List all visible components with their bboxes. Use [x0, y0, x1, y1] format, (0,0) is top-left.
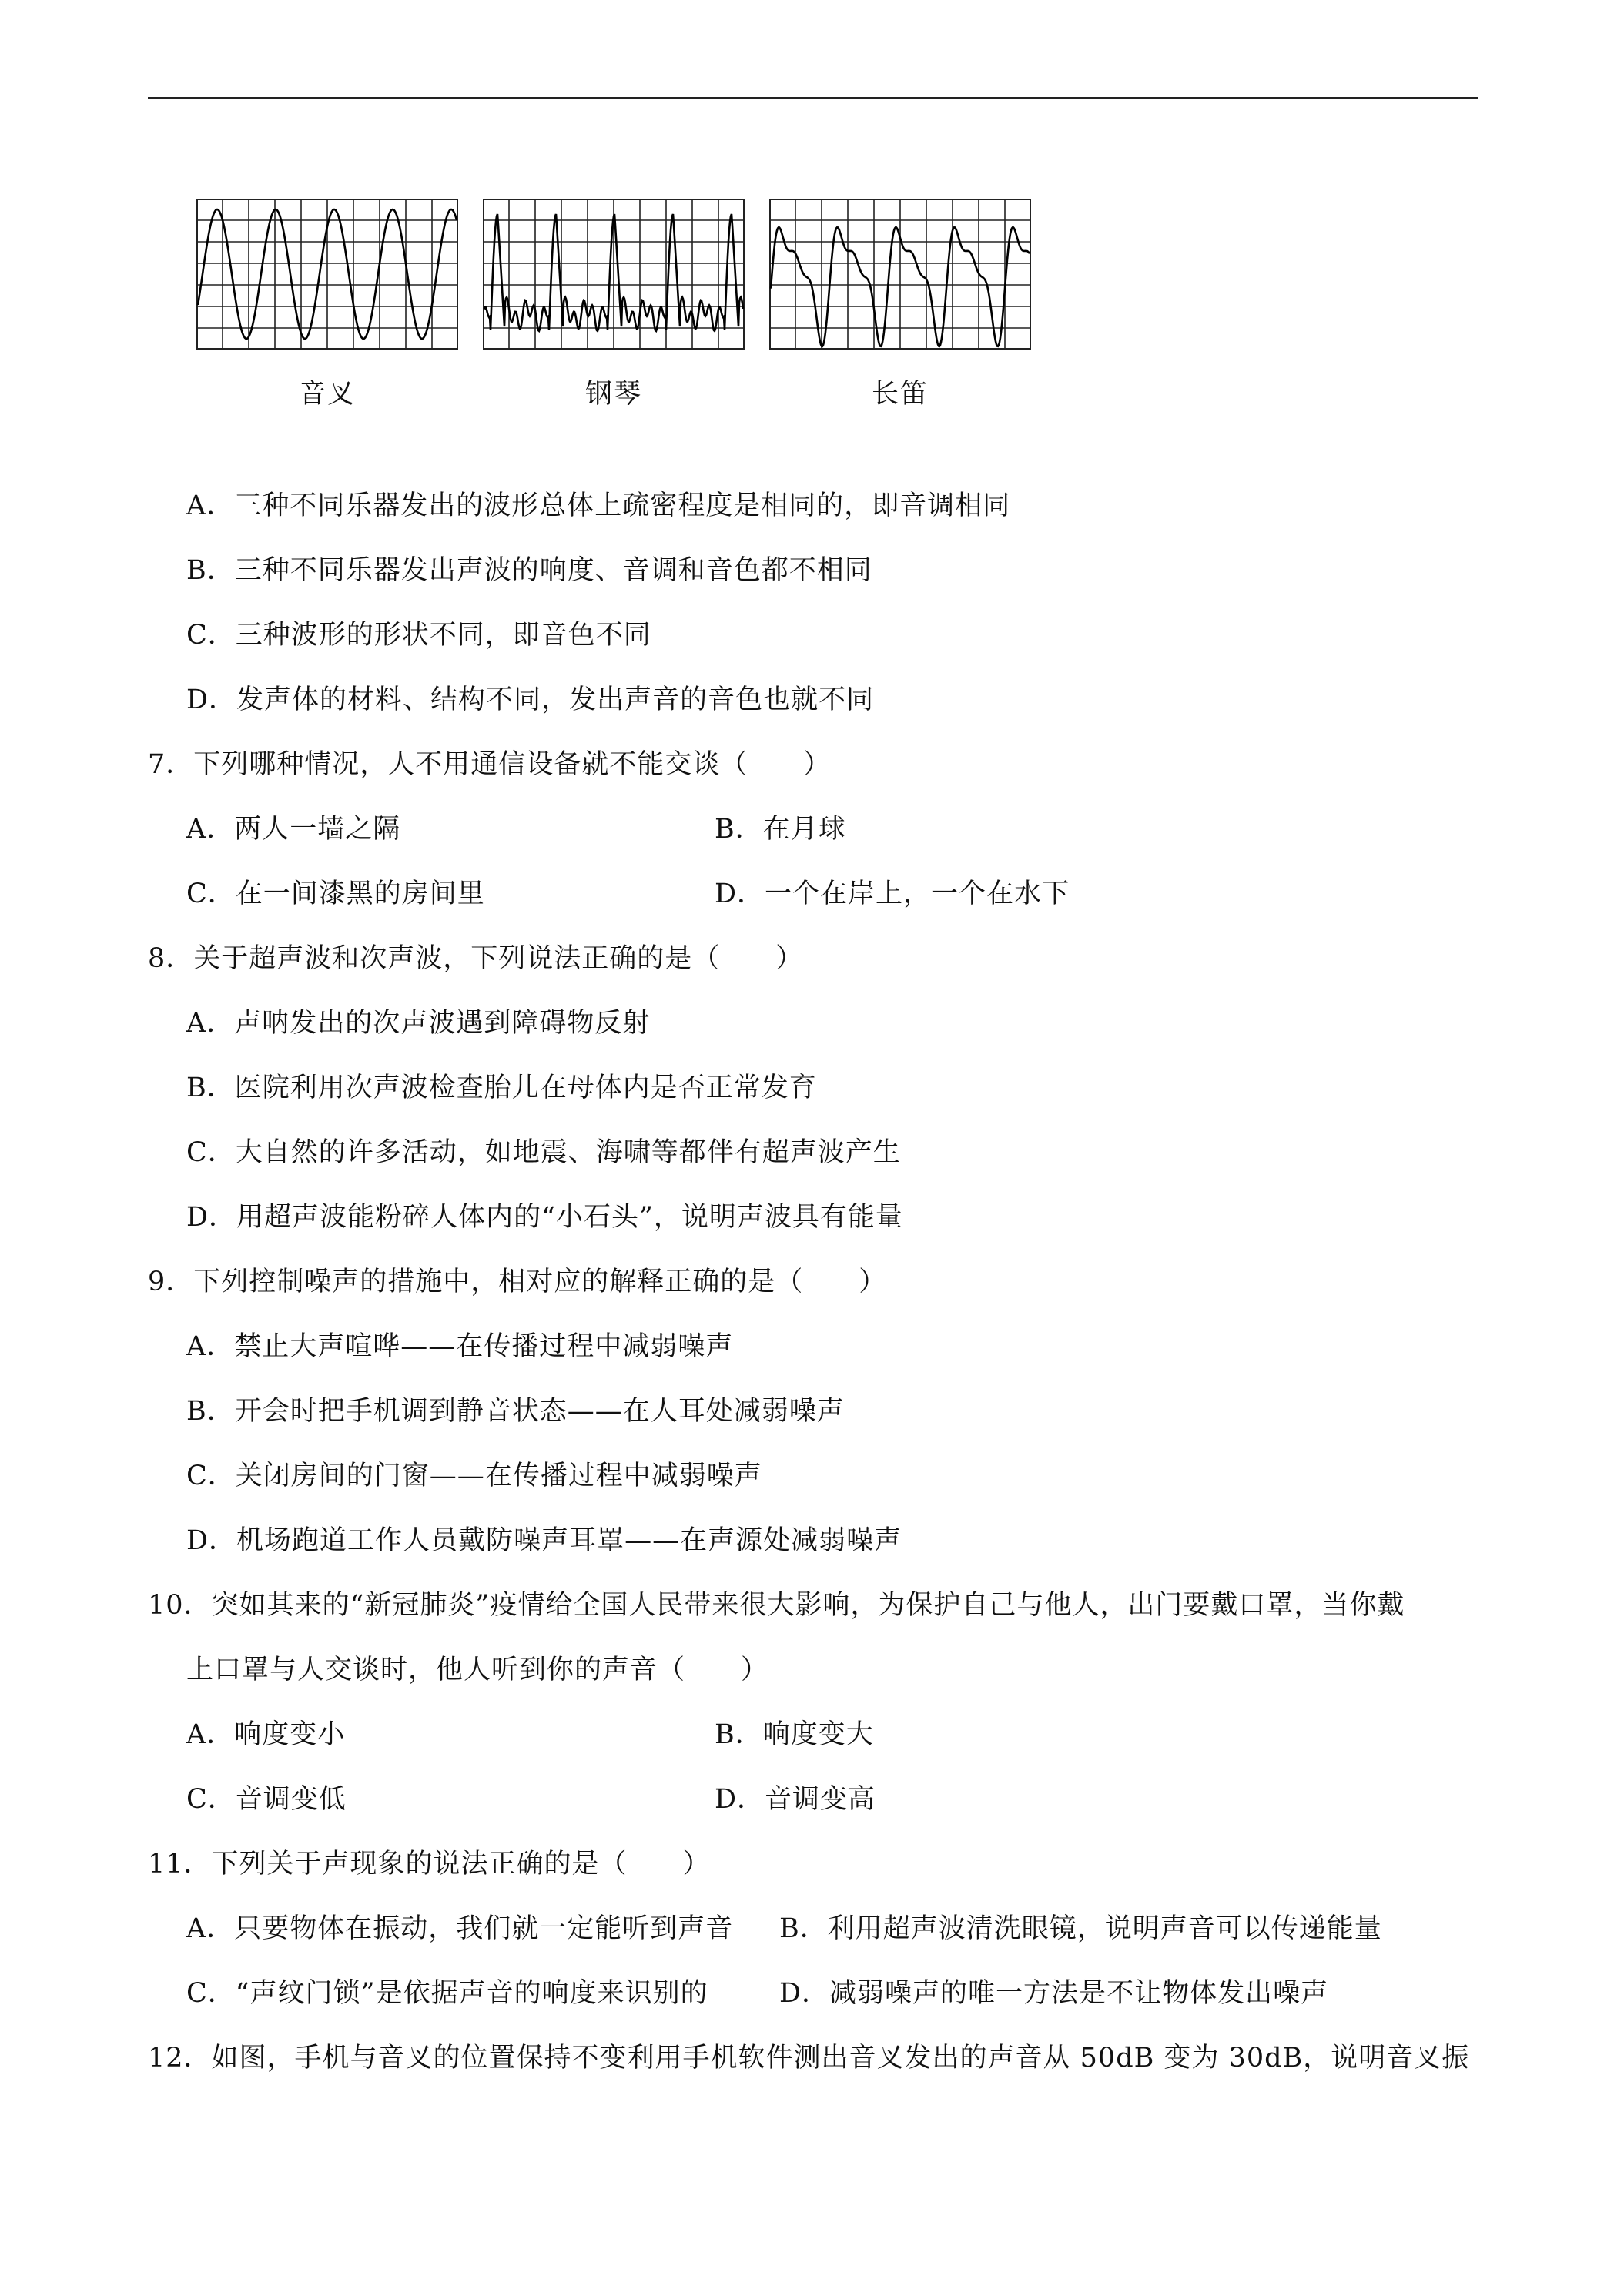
q7-option-c: C．在一间漆黑的房间里 — [186, 879, 485, 909]
q10-option-a: A．响度变小 — [186, 1719, 346, 1750]
waveform-flute — [769, 199, 1031, 350]
q7-option-b: B．在月球 — [715, 814, 846, 845]
q11-stem: 11．下列关于声现象的说法正确的是（ ） — [148, 1849, 711, 1879]
q11-option-a: A．只要物体在振动，我们就一定能听到声音 — [186, 1913, 734, 1944]
caption-tuning-fork: 音叉 — [298, 379, 356, 410]
waveform-tuning-fork — [196, 199, 458, 350]
q10-option-b: B．响度变大 — [715, 1719, 874, 1750]
q8-option-a: A．声呐发出的次声波遇到障碍物反射 — [186, 1008, 651, 1039]
q12-stem: 12．如图，手机与音叉的位置保持不变利用手机软件测出音叉发出的声音从 50dB 变为 30dB，说明音叉振 — [148, 2043, 1470, 2073]
q7-option-a: A．两人一墙之隔 — [186, 814, 401, 845]
q6-option-d: D．发声体的材料、结构不同，发出声音的音色也就不同 — [186, 684, 875, 715]
q11-option-c: C．“声纹门锁”是依据声音的响度来识别的 — [186, 1978, 708, 2009]
waveform-flute-graph — [769, 199, 1031, 350]
q7-stem: 7．下列哪种情况，人不用通信设备就不能交谈（ ） — [148, 749, 832, 780]
q9-option-c: C．关闭房间的门窗——在传播过程中减弱噪声 — [186, 1461, 762, 1491]
q10-option-d: D．音调变高 — [715, 1784, 876, 1815]
waveform-piano — [483, 199, 745, 350]
q8-option-b: B．医院利用次声波检查胎儿在母体内是否正常发育 — [186, 1073, 817, 1103]
header-rule — [148, 97, 1478, 99]
q6-option-b: B．三种不同乐器发出声波的响度、音调和音色都不相同 — [186, 555, 872, 586]
q9-option-d: D．机场跑道工作人员戴防噪声耳罩——在声源处减弱噪声 — [186, 1525, 902, 1556]
q8-stem: 8．关于超声波和次声波，下列说法正确的是（ ） — [148, 943, 804, 974]
q9-stem: 9．下列控制噪声的措施中，相对应的解释正确的是（ ） — [148, 1267, 887, 1297]
q10-stem-line1: 10．突如其来的“新冠肺炎”疫情给全国人民带来很大影响，为保护自己与他人，出门要戴口罩，当你戴 — [148, 1590, 1405, 1621]
q10-option-c: C．音调变低 — [186, 1784, 347, 1815]
caption-piano: 钢琴 — [584, 379, 642, 410]
q11-option-b: B．利用超声波清洗眼镜，说明声音可以传递能量 — [779, 1913, 1382, 1944]
waveform-piano-graph — [483, 199, 745, 350]
q6-option-a: A．三种不同乐器发出的波形总体上疏密程度是相同的，即音调相同 — [186, 490, 1011, 521]
q9-option-a: A．禁止大声喧哗——在传播过程中减弱噪声 — [186, 1331, 734, 1362]
q9-option-b: B．开会时把手机调到静音状态——在人耳处减弱噪声 — [186, 1396, 845, 1427]
waveform-figure — [196, 199, 1028, 414]
q6-option-c: C．三种波形的形状不同，即音色不同 — [186, 620, 651, 651]
q11-option-d: D．减弱噪声的唯一方法是不让物体发出噪声 — [779, 1978, 1329, 2009]
q8-option-d: D．用超声波能粉碎人体内的“小石头”，说明声波具有能量 — [186, 1202, 903, 1233]
waveform-tuning-fork-graph — [196, 199, 458, 350]
q7-option-d: D．一个在岸上，一个在水下 — [715, 879, 1070, 909]
q8-option-c: C．大自然的许多活动，如地震、海啸等都伴有超声波产生 — [186, 1137, 901, 1168]
q10-stem-line2: 上口罩与人交谈时，他人听到你的声音（ ） — [186, 1655, 769, 1685]
caption-flute: 长笛 — [871, 379, 929, 410]
